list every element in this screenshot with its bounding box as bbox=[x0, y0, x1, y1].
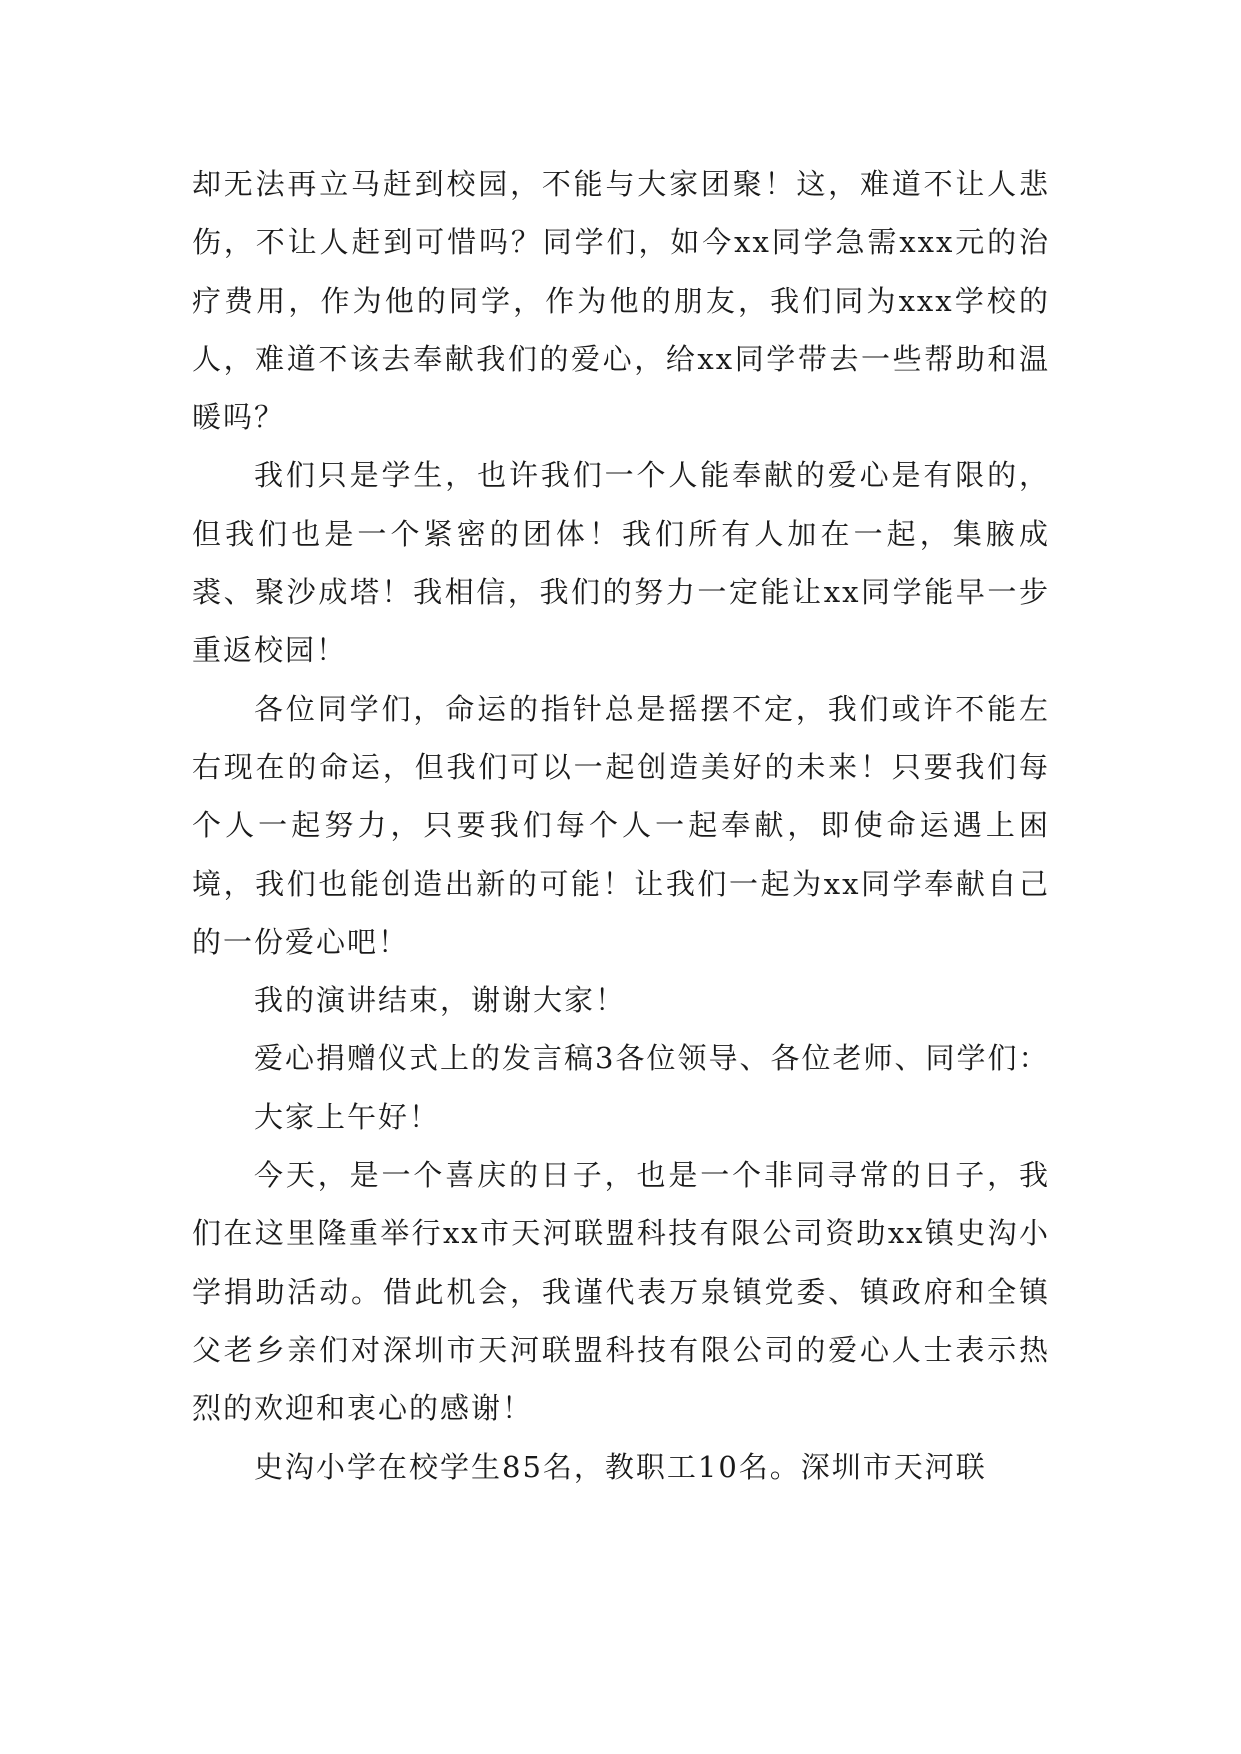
paragraph-continuation: 却无法再立马赶到校园，不能与大家团聚！这，难道不让人悲伤，不让人赶到可惜吗？同学们，如今xx同学急需xxx元的治疗费用，作为他的同学，作为他的朋友，我们同为xxx学校的人，难道不该去奉献我们的爱心，给xx同学带去一些帮助和温暖吗？ bbox=[192, 167, 1050, 435]
paragraph: 我们只是学生，也许我们一个人能奉献的爱心是有限的，但我们也是一个紧密的团体！我们所有人加在一起，集腋成裘、聚沙成塔！我相信，我们的努力一定能让xx同学能早一步重返校园！ bbox=[192, 458, 1050, 668]
paragraph: 爱心捐赠仪式上的发言稿3各位领导、各位老师、同学们： bbox=[254, 1041, 1050, 1076]
paragraph: 大家上午好！ bbox=[254, 1099, 441, 1134]
paragraph: 我的演讲结束，谢谢大家！ bbox=[254, 983, 627, 1018]
paragraph: 今天，是一个喜庆的日子，也是一个非同寻常的日子，我们在这里隆重举行xx市天河联盟科技有限公司资助xx镇史沟小学捐助活动。借此机会，我谨代表万泉镇党委、镇政府和全镇父老乡亲们对深圳市天河联盟科技有限公司的爱心人士表示热烈的欢迎和衷心的感谢！ bbox=[192, 1158, 1050, 1426]
paragraph: 各位同学们，命运的指针总是摇摆不定，我们或许不能左右现在的命运，但我们可以一起创造美好的未来！只要我们每个人一起努力，只要我们每个人一起奉献，即使命运遇上困境，我们也能创造出新的可能！让我们一起为xx同学奉献自己的一份爱心吧！ bbox=[192, 691, 1050, 959]
paragraph: 史沟小学在校学生85名，教职工10名。深圳市天河联 bbox=[254, 1449, 987, 1484]
document-body bbox=[192, 155, 1050, 1496]
